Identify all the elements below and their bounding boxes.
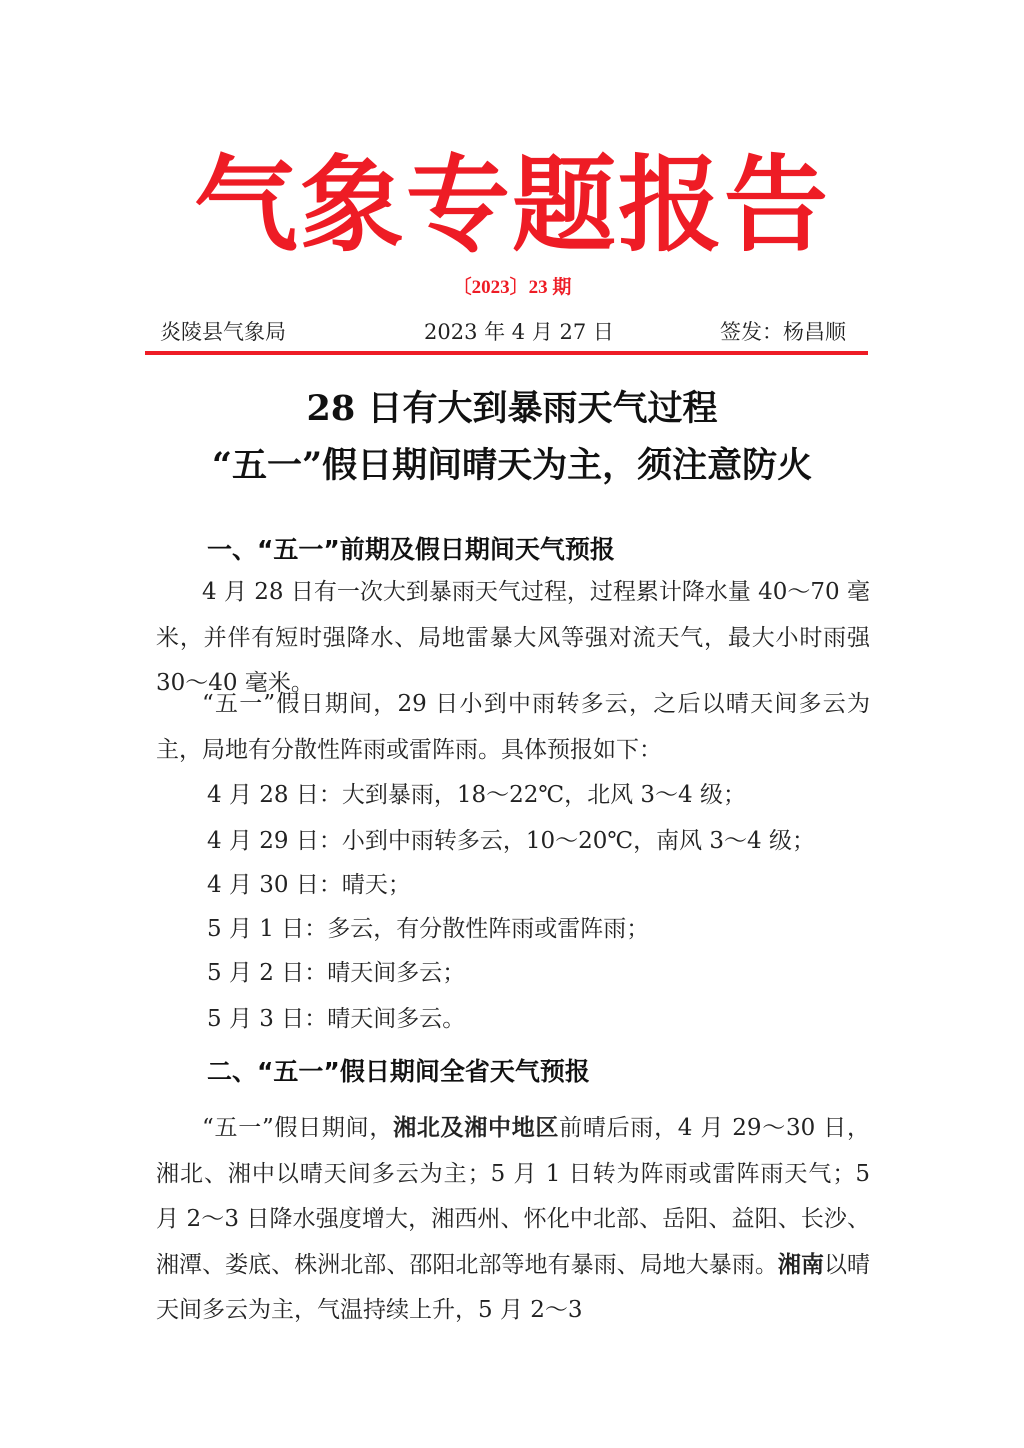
region-highlight-south: 湘南: [777, 1251, 824, 1278]
issuing-agency: 炎陵县气象局: [160, 320, 286, 344]
header-divider: [145, 351, 868, 355]
issue-number: 〔2023〕23 期: [452, 277, 572, 298]
paragraph-text: 前晴后雨，4 月 29～30 日，湘北、湘中以晴天间多云为主；5 月 1 日转为阵雨或雷阵雨天气；5 月 2～3 日降水强度增大，湘西州、怀化中北部、岳阳、益阳、长沙、湘潭、娄底、株洲北部、邵阳北部等地有暴雨、局地大暴雨。: [156, 1115, 870, 1278]
report-title-line2: “五一”假日期间晴天为主，须注意防火: [211, 445, 813, 486]
masthead-title: 气象专题报告: [193, 144, 830, 266]
section1-paragraph-1: 4 月 28 日有一次大到暴雨天气过程，过程累计降水量 40～70 毫米，并伴有短时强降水、局地雷暴大风等强对流天气，最大小时雨强 30～40 毫米。: [156, 579, 870, 696]
section-heading-2: 二、“五一”假日期间全省天气预报: [207, 1057, 590, 1086]
forecast-item: 5 月 2 日：晴天间多云；: [207, 960, 466, 986]
section2-paragraph: [156, 1106, 870, 1334]
forecast-item: 5 月 3 日：晴天间多云。: [207, 1006, 466, 1032]
report-title-line1: 28 日有大到暴雨天气过程: [306, 388, 718, 429]
region-highlight-north-central: 湘北及湘中地区: [393, 1115, 560, 1141]
forecast-item: 5 月 1 日：多云，有分散性阵雨或雷阵雨；: [207, 916, 650, 942]
paragraph-text: “五一”假日期间，: [202, 1115, 394, 1141]
forecast-item: 4 月 30 日：晴天；: [207, 872, 411, 898]
section-heading-1: 一、“五一”前期及假日期间天气预报: [207, 535, 615, 564]
forecast-item: 4 月 29 日：小到中雨转多云，10～20℃，南风 3～4 级；: [207, 828, 815, 854]
paragraph-text: 以晴天间多云为主，气温持续上升，5 月 2～3: [156, 1251, 871, 1323]
section1-paragraph-2: “五一”假日期间，29 日小到中雨转多云，之后以晴天间多云为主，局地有分散性阵雨或雷阵雨。具体预报如下：: [156, 691, 870, 763]
issue-date: 2023 年 4 月 27 日: [424, 320, 614, 344]
signer: 签发：杨昌顺: [720, 320, 846, 344]
forecast-item: 4 月 28 日：大到暴雨，18～22℃，北风 3～4 级；: [207, 782, 746, 808]
